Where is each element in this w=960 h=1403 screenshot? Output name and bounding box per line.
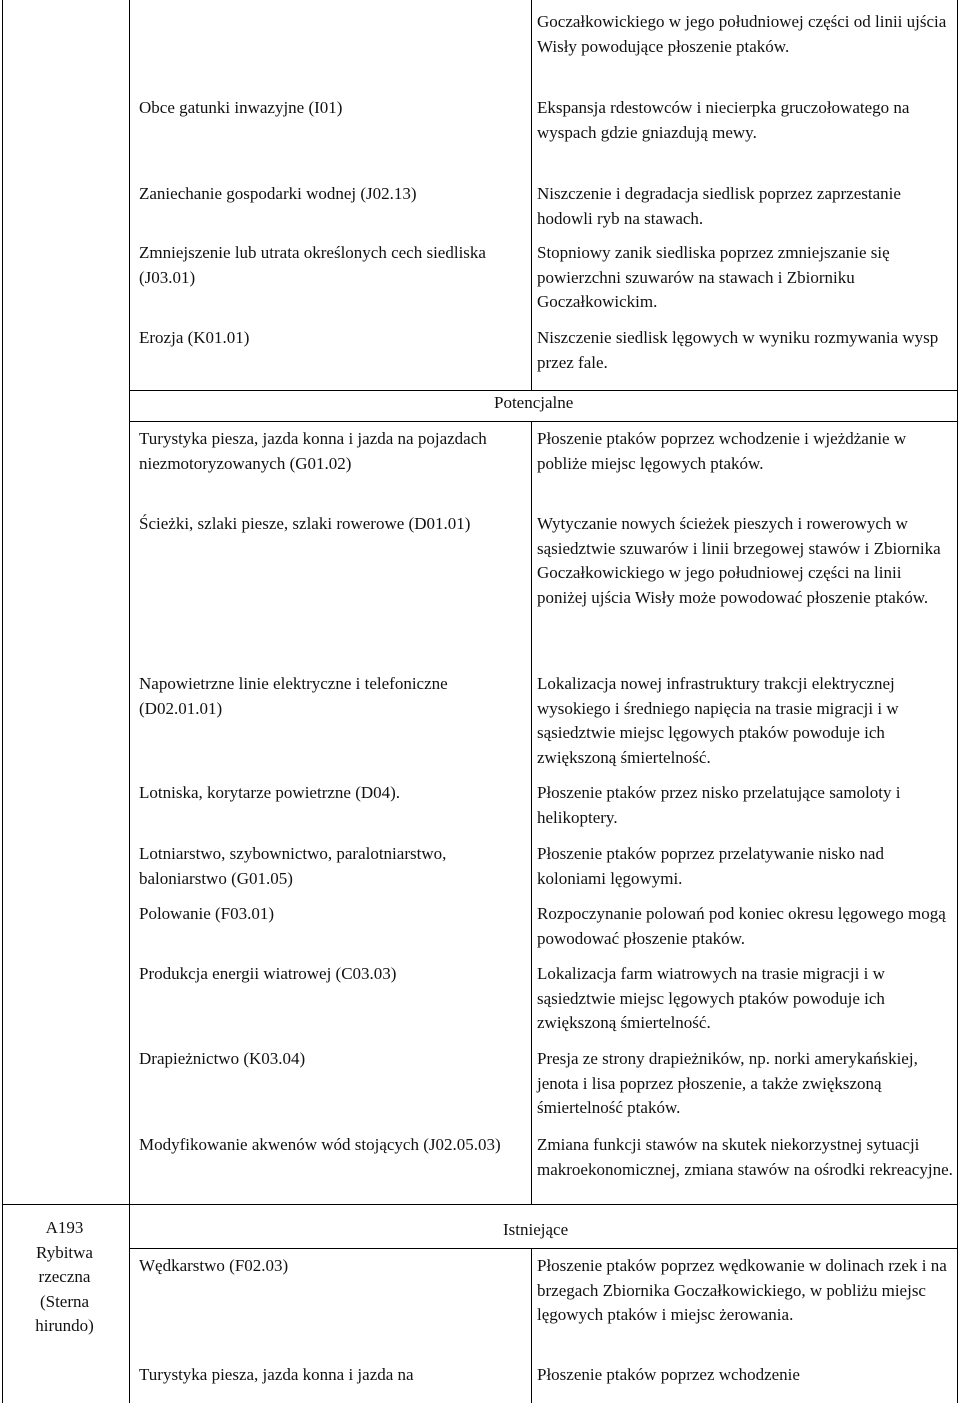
threat-cell: Turystyka piesza, jazda konna i jazda na pojazdach niezmotoryzowanych (G01.02)	[139, 429, 487, 473]
threat-cell: Lotniska, korytarze powietrzne (D04).	[139, 783, 401, 802]
species-latin-line: hirundo)	[35, 1316, 94, 1336]
species-latin-line: (Sterna	[39, 1291, 90, 1311]
column-divider-threat	[531, 1248, 532, 1403]
description-cell: Płoszenie ptaków poprzez przelatywanie nisko nad koloniami lęgowymi.	[537, 844, 884, 888]
table-border-right	[957, 0, 958, 1403]
row-separator	[129, 421, 958, 422]
section-header-existing: Istniejące	[503, 1220, 569, 1239]
description-cell: Płoszenie ptaków poprzez wędkowanie w dolinach rzek i na brzegach Zbiornika Goczałkowickiego, w pobliżu miejsc lęgowych ptaków i miejsc żerowania.	[537, 1256, 947, 1325]
threat-cell: Polowanie (F03.01)	[139, 904, 275, 923]
section-header-potential: Potencjalne	[494, 393, 574, 412]
threat-cell: Drapieżnictwo (K03.04)	[139, 1049, 306, 1068]
description-cell: Stopniowy zanik siedliska poprzez zmniejszanie się powierzchni szuwarów na stawach i Zbiorniku Goczałkowickim.	[537, 243, 890, 312]
description-cell: Lokalizacja nowej infrastruktury trakcji elektrycznej wysokiego i średniego napięcia na trasie migracji i w sąsiedztwie miejsc lęgowych ptaków powoduje ich zwiększoną śmiertelność.	[537, 674, 899, 767]
description-cell: Zmiana funkcji stawów na skutek niekorzystnej sytuacji makroekonomicznej, zmiana stawów na ośrodki rekreacyjne.	[537, 1135, 953, 1179]
species-name-line: Rybitwa	[36, 1242, 93, 1262]
description-cell: Płoszenie ptaków przez nisko przelatujące samoloty i helikoptery.	[537, 783, 901, 827]
threat-cell: Modyfikowanie akwenów wód stojących (J02.05.03)	[139, 1135, 501, 1154]
threat-cell: Zaniechanie gospodarki wodnej (J02.13)	[139, 184, 417, 203]
description-continuation: Goczałkowickiego w jego południowej części od linii ujścia Wisły powodujące płoszenie ptaków.	[537, 12, 947, 56]
description-cell: Ekspansja rdestowców i niecierpka gruczołowatego na wyspach gdzie gniazdują mewy.	[537, 98, 910, 142]
description-cell: Niszczenie siedlisk lęgowych w wyniku rozmywania wysp przez fale.	[537, 328, 939, 372]
description-cell: Niszczenie i degradacja siedlisk poprzez zaprzestanie hodowli ryb na stawach.	[537, 184, 901, 228]
description-cell: Płoszenie ptaków poprzez wchodzenie i wjeżdżanie w pobliże miejsc lęgowych ptaków.	[537, 429, 907, 473]
row-separator	[129, 1204, 958, 1205]
threat-cell: Produkcja energii wiatrowej (C03.03)	[139, 964, 397, 983]
row-separator	[2, 1204, 130, 1205]
threat-cell: Lotniarstwo, szybownictwo, paralotniarstwo, baloniarstwo (G01.05)	[139, 844, 447, 888]
species-name-line: rzeczna	[38, 1267, 91, 1287]
threat-cell: Erozja (K01.01)	[139, 328, 250, 347]
description-cell: Presja ze strony drapieżników, np. norki amerykańskiej, jenota i lisa poprzez płoszenie, a także zwiększoną śmiertelność ptaków.	[537, 1049, 918, 1118]
threat-cell: Turystyka piesza, jazda konna i jazda na	[139, 1365, 414, 1384]
description-cell: Wytyczanie nowych ścieżek pieszych i rowerowych w sąsiedztwie szuwarów i linii brzegowej stawów i Zbiornika Goczałkowickiego w jego południowej części na linii poniżej ujścia Wisły może powodować płoszenie ptaków.	[537, 514, 941, 607]
column-divider-species	[129, 0, 130, 1403]
column-divider-threat	[531, 421, 532, 1204]
row-separator	[129, 1248, 958, 1249]
description-cell: Płoszenie ptaków poprzez wchodzenie	[537, 1365, 800, 1384]
description-cell: Rozpoczynanie polowań pod koniec okresu lęgowego mogą powodować płoszenie ptaków.	[537, 904, 946, 948]
table-border-left	[2, 0, 3, 1403]
threat-cell: Wędkarstwo (F02.03)	[139, 1256, 289, 1275]
species-code: A193	[45, 1218, 84, 1237]
threat-cell: Napowietrzne linie elektryczne i telefoniczne (D02.01.01)	[139, 674, 448, 718]
threat-cell: Ścieżki, szlaki piesze, szlaki rowerowe (D01.01)	[139, 514, 471, 533]
column-divider-threat	[531, 0, 532, 390]
description-cell: Lokalizacja farm wiatrowych na trasie migracji i w sąsiedztwie miejsc lęgowych ptaków powoduje ich zwiększoną śmiertelność.	[537, 964, 885, 1033]
threat-cell: Zmniejszenie lub utrata określonych cech siedliska (J03.01)	[139, 243, 486, 287]
species-cell	[6, 1216, 123, 1339]
threat-cell: Obce gatunki inwazyjne (I01)	[139, 98, 343, 117]
